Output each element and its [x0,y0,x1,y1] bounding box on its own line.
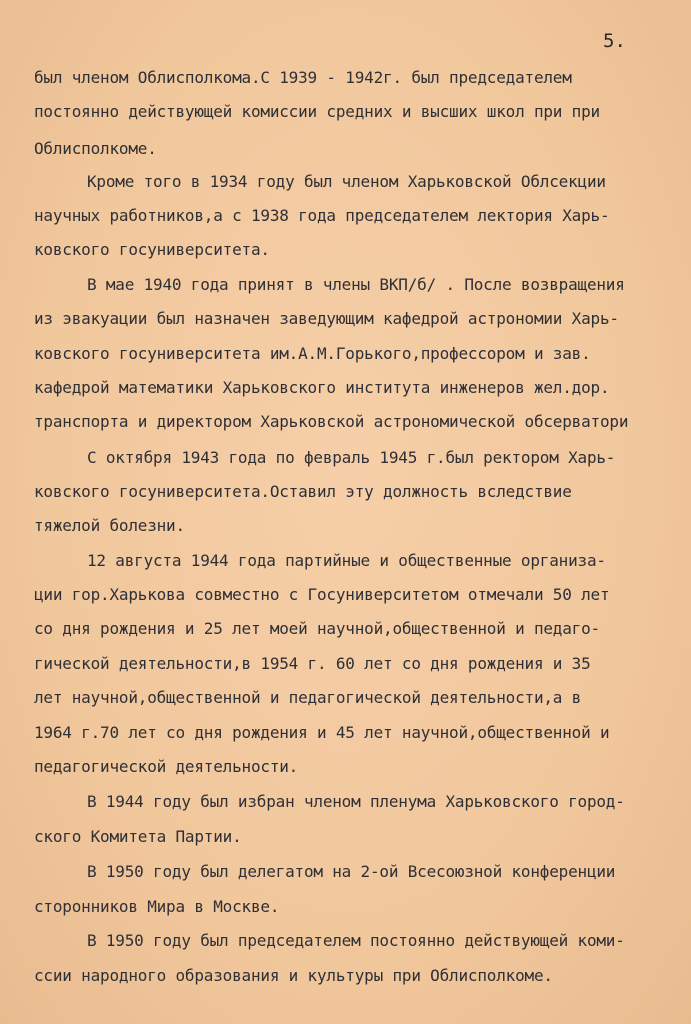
page-number: 5. [603,30,626,52]
text-line: научных работников,а с 1938 года председателем лектория Харь- [34,206,610,225]
text-line: из эвакуации был назначен заведующим кафедрой астрономии Харь- [34,309,619,328]
text-line: ссии народного образования и культуры при Облисполкоме. [34,966,553,985]
text-line: гической деятельности,в 1954 г. 60 лет со дня рождения и 35 [34,654,591,673]
text-line: С октября 1943 года по февраль 1945 г.был ректором Харь- [87,448,616,467]
text-line: ции гор.Харькова совместно с Госуниверситетом отмечали 50 лет [34,585,610,604]
text-line: ковского госуниверситета.Оставил эту должность вследствие [34,482,572,501]
text-line: со дня рождения и 25 лет моей научной,общественной и педаго- [34,619,600,638]
text-line: 1964 г.70 лет со дня рождения и 45 лет научной,общественной и [34,723,610,742]
text-line: постоянно действующей комиссии средних и высших школ при при [34,102,600,121]
text-line: 12 августа 1944 года партийные и общественные организа- [87,551,606,570]
text-line: был членом Облисполкома.С 1939 - 1942г. был председателем [34,68,572,87]
text-line: ковского госуниверситета им.А.М.Горького,профессором и зав. [34,344,591,363]
text-line: транспорта и директором Харьковской астрономической обсерватори [34,412,629,431]
text-line: ковского госуниверситета. [34,240,270,259]
text-line: В 1950 году был председателем постоянно действующей коми- [87,931,625,950]
text-line: педагогической деятельности. [34,757,299,776]
text-line: сторонников Мира в Москве. [34,897,280,916]
text-line: В 1944 году был избран членом пленума Харьковского город- [87,792,625,811]
text-line: Облисполкоме. [34,139,157,158]
text-line: тяжелой болезни. [34,516,185,535]
text-line: кафедрой математики Харьковского института инженеров жел.дор. [34,378,610,397]
text-line: Кроме того в 1934 году был членом Харьковской Облсекции [87,172,606,191]
text-line: В 1950 году был делегатом на 2-ой Всесоюзной конференции [87,862,616,881]
text-line: ского Комитета Партии. [34,827,242,846]
text-line: В мае 1940 года принят в члены ВКП/б/ . После возвращения [87,275,625,294]
text-line: лет научной,общественной и педагогической деятельности,а в [34,688,582,707]
